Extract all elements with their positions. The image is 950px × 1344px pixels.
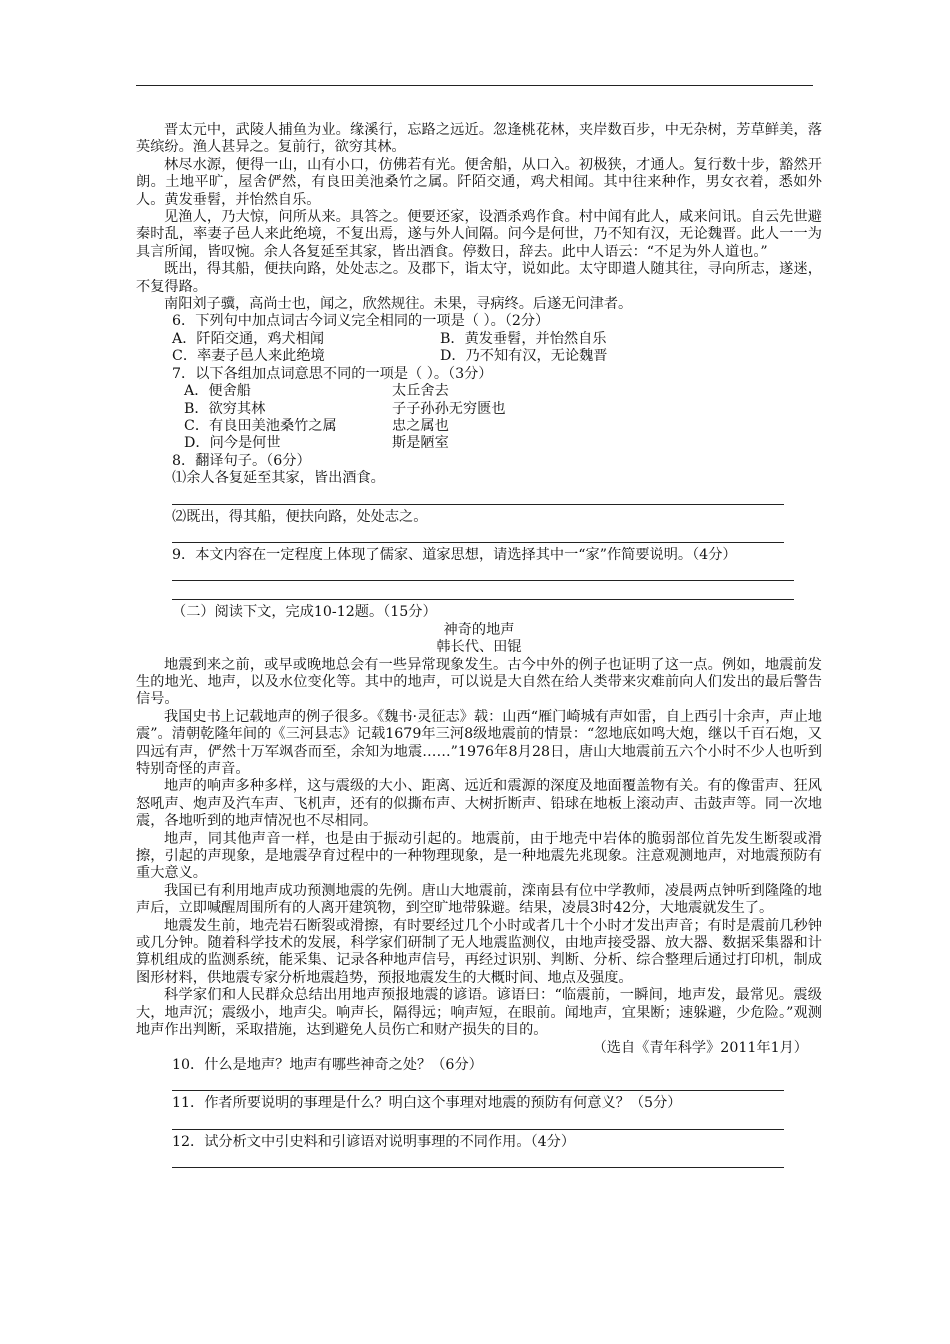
option-c: C．率妻子邑人来此绝境 — [172, 348, 325, 365]
passage2-paragraph: 地震到来之前，或早或晚地总会有一些异常现象发生。古今中外的例子也证明了这一点。例如，地震前发生的地光、地声，以及水位变化等。其中的地声，可以说是大自然在给人类带来灾难前向人们发出的最后警告信号。 — [136, 656, 822, 708]
question-7-option — [136, 418, 822, 435]
option-right: 斯是陋室 — [392, 435, 449, 452]
translate-sentence-2: ⑵既出，得其船，便扶向路，处处志之。 — [172, 508, 428, 525]
passage2-paragraph: 地声的响声多种多样，这与震级的大小、距离、远近和震源的深度及地面覆盖物有关。有的像雷声、狂风怒吼声、炮声及汽车声、飞机声，还有的似撕布声、大树折断声、铅球在地板上滚动声、击鼓声等。同一次地震，各地听到的地声情况也不尽相同。 — [136, 778, 822, 830]
option-left: C．有良田美池桑竹之属 — [184, 417, 337, 434]
question-12: 12．试分析文中引史料和引谚语对说明事理的不同作用。（4分） — [172, 1133, 576, 1150]
question-6-options-row — [136, 331, 822, 348]
question-10: 10．什么是地声？地声有哪些神奇之处？（6分） — [172, 1056, 483, 1073]
question-6-stem: 6．下列句中加点词古今词义完全相同的一项是（ ）。（2分） — [172, 313, 550, 330]
passage1-paragraph: 既出，得其船，便扶向路，处处志之。及郡下，诣太守，说如此。太守即遣人随其往，寻向所志，遂迷，不复得路。 — [136, 261, 822, 295]
question-8-stem: 8．翻译句子。（6分） — [172, 452, 311, 469]
passage1-paragraph: 晋太元中，武陵人捕鱼为业。缘溪行，忘路之远近。忽逢桃花林，夹岸数百步，中无杂树，芳草鲜美，落英缤纷。渔人甚异之。复前行，欲穷其林。 — [136, 122, 822, 156]
question-7-stem: 7．以下各组加点词意思不同的一项是（ ）。（3分） — [172, 365, 493, 382]
question-7-option — [136, 435, 822, 452]
option-right: 忠之属也 — [392, 417, 449, 434]
section-2-intro: （二）阅读下文，完成10-12题。（15分） — [172, 604, 437, 621]
passage1-paragraph: 林尽水源，便得一山，山有小口，仿佛若有光。便舍船，从口入。初极狭，才通人。复行数十步，豁然开朗。土地平旷，屋舍俨然，有良田美池桑竹之属。阡陌交通，鸡犬相闻。其中往来种作，男女衣着，悉如外人。黄发垂髫，并怡然自乐。 — [136, 156, 822, 208]
option-left: D．问今是何世 — [184, 435, 281, 452]
question-7-option — [136, 383, 822, 400]
passage1-paragraph: 见渔人，乃大惊，问所从来。具答之。便要还家，设酒杀鸡作食。村中闻有此人，咸来问讯。自云先世避秦时乱，率妻子邑人来此绝境，不复出焉，遂与外人间隔。问今是何世，乃不知有汉，无论魏晋。此人一一为具言所闻，皆叹惋。余人各复延至其家，皆出酒食。停数日，辞去。此中人语云：“不足为外人道也。” — [136, 209, 822, 260]
option-right: 子子孙孙无穷匮也 — [392, 400, 506, 417]
translate-sentence-1: ⑴余人各复延至其家，皆出酒食。 — [172, 470, 385, 487]
passage2-paragraph: 地声，同其他声音一样，也是由于振动引起的。地震前，由于地壳中岩体的脆弱部位首先发生断裂或滑擦，引起的声现象，是地震孕育过程中的一种物理现象，是一种地震先兆现象。注意观测地声，对地震预防有重大意义。 — [136, 830, 822, 882]
answer-line[interactable] — [172, 490, 784, 505]
answer-line[interactable] — [172, 1076, 784, 1091]
question-11: 11．作者所要说明的事理是什么？明白这个事理对地震的预防有何意义？（5分） — [172, 1095, 682, 1112]
answer-line[interactable] — [172, 585, 794, 600]
question-6-options-row — [136, 348, 822, 365]
source-citation: （选自《青年科学》2011年1月） — [592, 1039, 808, 1056]
passage2-paragraph: 我国已有利用地声成功预测地震的先例。唐山大地震前，滦南县有位中学教师，凌晨两点钟听到隆隆的地声后，立即喊醒周围所有的人离开建筑物，到空旷地带躲避。结果，凌晨3时42分，大地震就发生了。 — [136, 882, 822, 917]
option-a: A．阡陌交通，鸡犬相闻 — [172, 330, 325, 347]
option-b: B．黄发垂髫，并怡然自乐 — [440, 330, 607, 347]
passage1-paragraph: 南阳刘子骥，高尚士也，闻之，欣然规往。未果，寻病终。后遂无问津者。 — [164, 296, 633, 313]
exam-page — [136, 122, 822, 1172]
article-authors: 韩长代、田锟 — [436, 639, 522, 656]
option-left: A．便舍船 — [184, 383, 251, 400]
answer-line[interactable] — [172, 528, 784, 543]
answer-line[interactable] — [172, 1115, 784, 1130]
option-right: 太丘舍去 — [392, 383, 449, 400]
passage2-paragraph: 科学家们和人民群众总结出用地声预报地震的谚语。谚语曰：“临震前，一瞬间，地声发，最常见。震级大，地声沉；震级小，地声尖。响声长，隔得远；响声短，在眼前。闻地声，宜果断；速躲避，少危险。”观测地声作出判断，采取措施，达到避免人员伤亡和财产损失的目的。 — [136, 987, 822, 1039]
header-rule — [136, 85, 813, 86]
article-title: 神奇的地声 — [443, 621, 515, 638]
option-d: D．乃不知有汉，无论魏晋 — [440, 348, 608, 365]
question-9: 9．本文内容在一定程度上体现了儒家、道家思想，请选择其中一“家”作简要说明。（4分） — [172, 546, 737, 563]
answer-line[interactable] — [172, 566, 794, 581]
question-7-option — [136, 401, 822, 418]
passage2-paragraph: 地震发生前，地壳岩石断裂或滑擦，有时要经过几个小时或者几十个小时才发出声音；有时是震前几秒钟或几分钟。随着科学技术的发展，科学家们研制了无人地震监测仪，由地声接受器、放大器、数据采集器和计算机组成的监测系统，能采集、记录各种地声信号，再经过识别、判断、分析、综合整理后通过打印机，制成图形材料，供地震专家分析地震趋势，预报地震发生的大概时间、地点及强度。 — [136, 917, 822, 986]
passage2-paragraph: 我国史书上记载地声的例子很多。《魏书·灵征志》载：山西“雁门崎城有声如雷，自上西引十余声，声止地震”。清朝乾隆年间的《三河县志》记载1679年三河8级地震前的情景：“忽地底如鸣大炮，继以千百石炮，又四远有声，俨然十万军飒沓而至，余知为地震……”1976年8月28日，唐山大地震前五六个小时不少人也听到特别奇怪的声音。 — [136, 708, 822, 777]
answer-line[interactable] — [172, 1153, 784, 1168]
option-left: B．欲穷其林 — [184, 400, 266, 417]
